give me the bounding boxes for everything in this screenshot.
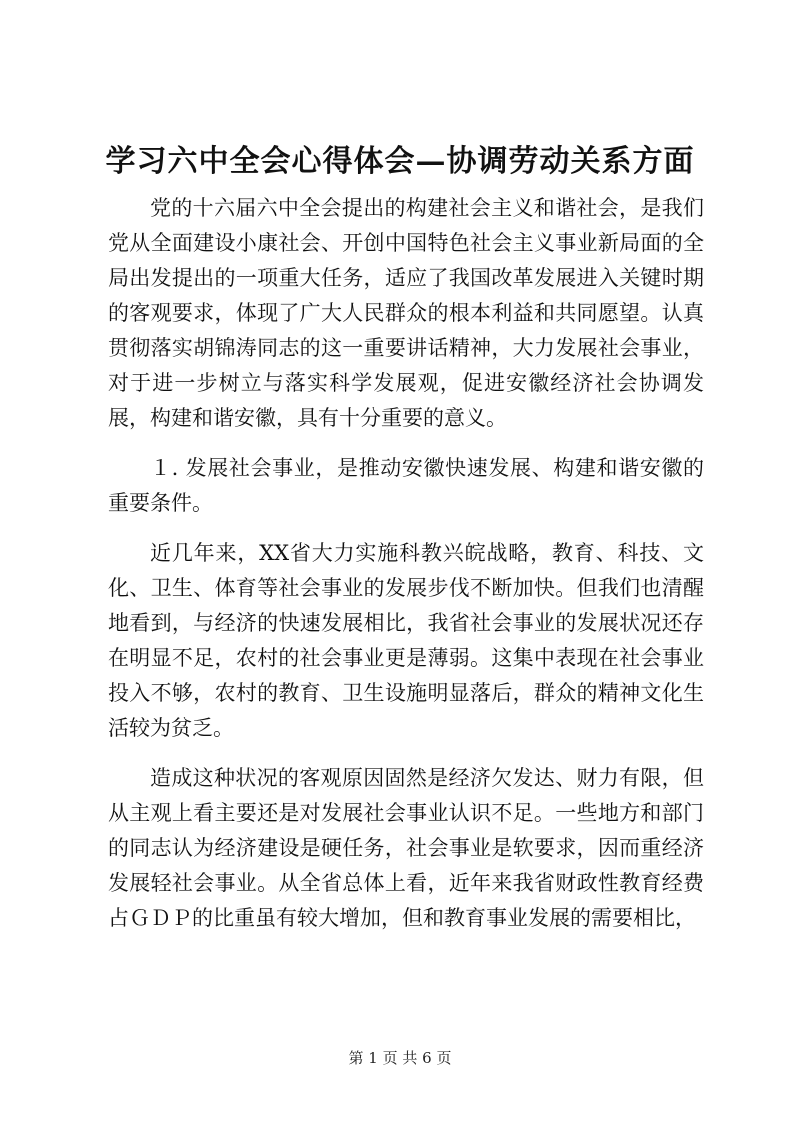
paragraph-1: 党的十六届六中全会提出的构建社会主义和谐社会，是我们党从全面建设小康社会、开创中国特色社会主义事业新局面的全局出发提出的一项重大任务，适应了我国改革发展进入关键时期的客观要求，体现了广大人民群众的根本利益和共同愿望。认真贯彻落实胡锦涛同志的这一重要讲话精神，大力发展社会事业，对于进一步树立与落实科学发展观，促进安徽经济社会协调发展，构建和谐安徽，具有十分重要的意义。 bbox=[108, 196, 704, 430]
paragraph-2: １. 发展社会事业，是推动安徽快速发展、构建和谐安徽的重要条件。 bbox=[108, 456, 704, 515]
document-title: 学习六中全会心得体会—协调劳动关系方面 bbox=[105, 144, 695, 179]
paragraph-4: 造成这种状况的客观原因固然是经济欠发达、财力有限，但从主观上看主要还是对发展社会事业认识不足。一些地方和部门的同志认为经济建设是硬任务，社会事业是软要求，因而重经济发展轻社会事业。从全省总体上看，近年来我省财政性教育经费占ＧＤＰ的比重虽有较大增加，但和教育事业发展的需要相比， bbox=[108, 766, 704, 930]
page-footer: 第 1 页 共 6 页 bbox=[348, 1049, 452, 1067]
paragraph-3: 近几年来，XX省大力实施科教兴皖战略，教育、科技、文化、卫生、体育等社会事业的发展步伐不断加快。但我们也清醒地看到，与经济的快速发展相比，我省社会事业的发展状况还存在明显不足，农村的社会事业更是薄弱。这集中表现在社会事业投入不够，农村的教育、卫生设施明显落后，群众的精神文化生活较为贫乏。 bbox=[108, 541, 704, 740]
document-body bbox=[108, 191, 704, 951]
